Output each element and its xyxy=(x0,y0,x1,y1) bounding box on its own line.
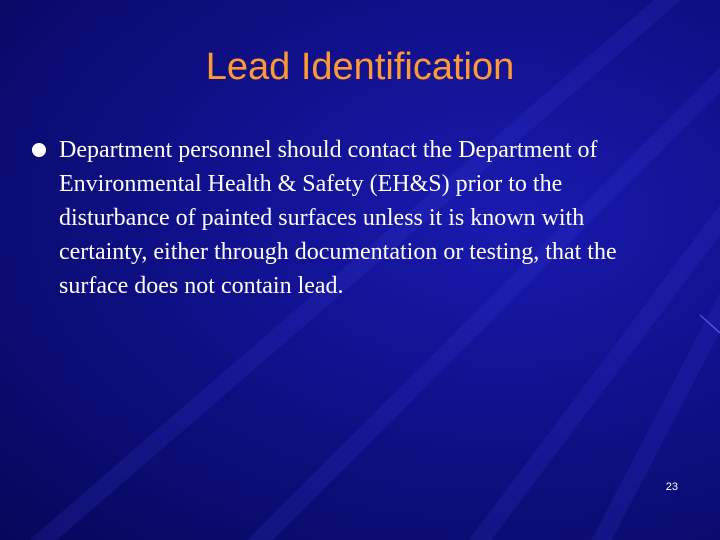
slide-title: Lead Identification xyxy=(205,46,515,88)
bullet-text: Department personnel should contact the Department of Environmental Health & Safety (EH&S) prior to the disturbance of painted surfaces unless it is known with certainty, either through documentation or testing, that the surface does not contain lead. xyxy=(59,137,617,299)
slide-number: 23 xyxy=(665,481,678,493)
bullet-item xyxy=(28,133,668,303)
bullet-dot-icon xyxy=(32,143,46,157)
